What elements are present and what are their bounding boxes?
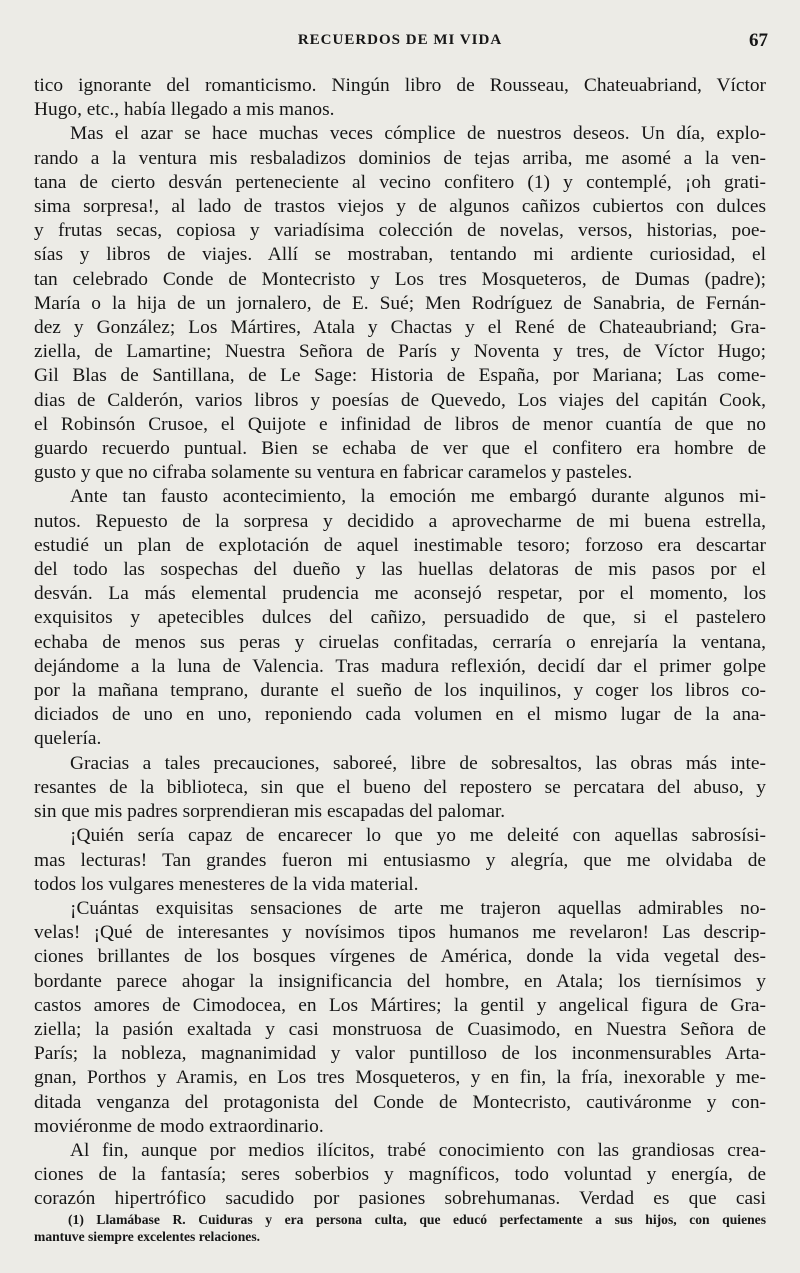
text-line: guardo recuerdo puntual. Bien se echaba de ver que el confitero era hombre de [34, 438, 766, 460]
text-line: ditada venganza del protagonista del Conde de Montecristo, cautiváronme y con- [34, 1091, 766, 1113]
text-line: María o la hija de un jornalero, de E. Sué; Men Rodríguez de Sanabria, de Fernán- [34, 292, 766, 314]
footnote [34, 1211, 766, 1245]
text-line: sima sorpresa!, al lado de trastos viejos y de algunos cañizos cubiertos con dulces [34, 196, 766, 218]
text-line: el Robinsón Crusoe, el Quijote e infinidad de libros de menor cuantía de que no [34, 413, 766, 435]
page-number: 67 [749, 30, 768, 51]
text-line: Hugo, etc., había llegado a mis manos. [34, 99, 335, 121]
text-line: Al fin, aunque por medios ilícitos, trabé conocimiento con las grandiosas crea- [70, 1139, 766, 1161]
text-line: ¡Cuántas exquisitas sensaciones de arte me trajeron aquellas admirables no- [70, 897, 766, 919]
text-line: ¡Quién sería capaz de encarecer lo que yo me deleité con aquellas sabrosísi- [70, 825, 766, 847]
text-line: todos los vulgares menesteres de la vida material. [34, 873, 419, 895]
text-line: dejándome a la luna de Valencia. Tras madura reflexión, decidí dar el primer golpe [34, 655, 766, 677]
text-line: ziella, de Lamartine; Nuestra Señora de París y Noventa y tres, de Víctor Hugo; [34, 341, 766, 363]
text-line: gnan, Porthos y Aramis, en Los tres Mosqueteros, y en fin, la fría, inexorable y me- [34, 1067, 766, 1089]
text-line: bordante parece ahogar la insignificancia del hombre, en Atala; los tiernísimos y [34, 970, 766, 992]
text-line: nutos. Repuesto de la sorpresa y decidido a aprovecharme de mi buena estrella, [34, 510, 766, 532]
body-text [34, 74, 766, 1212]
text-line: Gracias a tales precauciones, saboreé, libre de sobresaltos, las obras más inte- [70, 752, 766, 774]
footnote-line: (1) Llamábase R. Cuiduras y era persona culta, que educó perfectamente a sus hijos, con quienes [68, 1212, 766, 1227]
running-title: RECUERDOS DE MI VIDA [297, 32, 503, 48]
text-line: resantes de la biblioteca, sin que el bueno del repostero se percatara del abuso, y [34, 776, 766, 798]
text-line: ciones brillantes de los bosques vírgenes de América, donde la vida vegetal des- [34, 946, 766, 968]
text-line: castos amores de Cimodocea, en Los Mártires; la gentil y angelical figura de Gra- [34, 994, 766, 1016]
text-line: rando a la ventura mis resbaladizos dominios de tejas arriba, me asomé a la ven- [34, 147, 766, 169]
text-line: sías y libros de viajes. Allí se mostraban, tentando mi ardiente curiosidad, el [34, 244, 766, 266]
text-line: desván. La más elemental prudencia me aconsejó respetar, por el momento, los [34, 583, 766, 605]
text-line: y frutas secas, copiosa y variadísima colección de novelas, versos, historias, poe- [34, 220, 766, 242]
text-line: Gil Blas de Santillana, de Le Sage: Historia de España, por Mariana; Las come- [34, 365, 766, 387]
text-line: París; la nobleza, magnanimidad y valor puntilloso de los inconmensurables Arta- [34, 1043, 766, 1065]
text-line: quelería. [34, 728, 102, 750]
text-line: diciados de uno en uno, reponiendo cada volumen en el mismo lugar de la ana- [34, 704, 766, 726]
text-line: Ante tan fausto acontecimiento, la emoción me embargó durante algunos mi- [70, 486, 766, 508]
text-line: dias de Calderón, varios libros y poesías de Quevedo, Los viajes del capitán Cook, [34, 389, 766, 411]
text-line: tico ignorante del romanticismo. Ningún libro de Rousseau, Chateuabriand, Víctor [34, 75, 766, 96]
text-line: echaba de menos sus peras y ciruelas confitadas, cerraría o enrejaría la ventana, [34, 631, 766, 653]
text-line: gusto y que no cifraba solamente su ventura en fabricar caramelos y pasteles. [34, 462, 633, 484]
text-line: mas lecturas! Tan grandes fueron mi entusiasmo y alegría, que me olvidaba de [34, 849, 766, 871]
text-line: sin que mis padres sorprendieran mis escapadas del palomar. [34, 801, 506, 823]
text-line: por la mañana temprano, durante el sueño de los inquilinos, y coger los libros co- [34, 680, 766, 702]
text-line: del todo las sospechas del dueño y las huellas delatoras de mis pasos por el [34, 559, 766, 581]
text-line: dez y González; Los Mártires, Atala y Chactas y el René de Chateaubriand; Gra- [34, 317, 766, 339]
text-line: Mas el azar se hace muchas veces cómplice de nuestros deseos. Un día, explo- [70, 123, 766, 145]
text-line: ciones de la fantasía; seres soberbios y magníficos, todo voluntad y energía, de [34, 1164, 766, 1186]
text-line: estudié un plan de explotación de aquel inestimable tesoro; forzoso era descartar [34, 534, 766, 556]
text-line: corazón hipertrófico sacudido por pasiones sobrehumanas. Verdad es que casi [34, 1188, 766, 1210]
footnote-line: mantuve siempre excelentes relaciones. [34, 1229, 261, 1244]
text-line: ziella; la pasión exaltada y casi monstruosa de Cuasimodo, en Nuestra Señora de [34, 1018, 766, 1040]
text-line: tan celebrado Conde de Montecristo y Los tres Mosqueteros, de Dumas (padre); [34, 268, 766, 290]
page-header [0, 30, 800, 54]
text-line: moviéronme de modo extraordinario. [34, 1115, 324, 1137]
text-line: exquisitos y apetecibles dulces del cañizo, persuadido de que, si el pastelero [34, 607, 766, 629]
text-line: velas! ¡Qué de interesantes y novísimos tipos humanos me revelaron! Las descrip- [34, 922, 766, 944]
text-line: tana de cierto desván perteneciente al vecino confitero (1) y contemplé, ¡oh grati- [34, 171, 766, 193]
